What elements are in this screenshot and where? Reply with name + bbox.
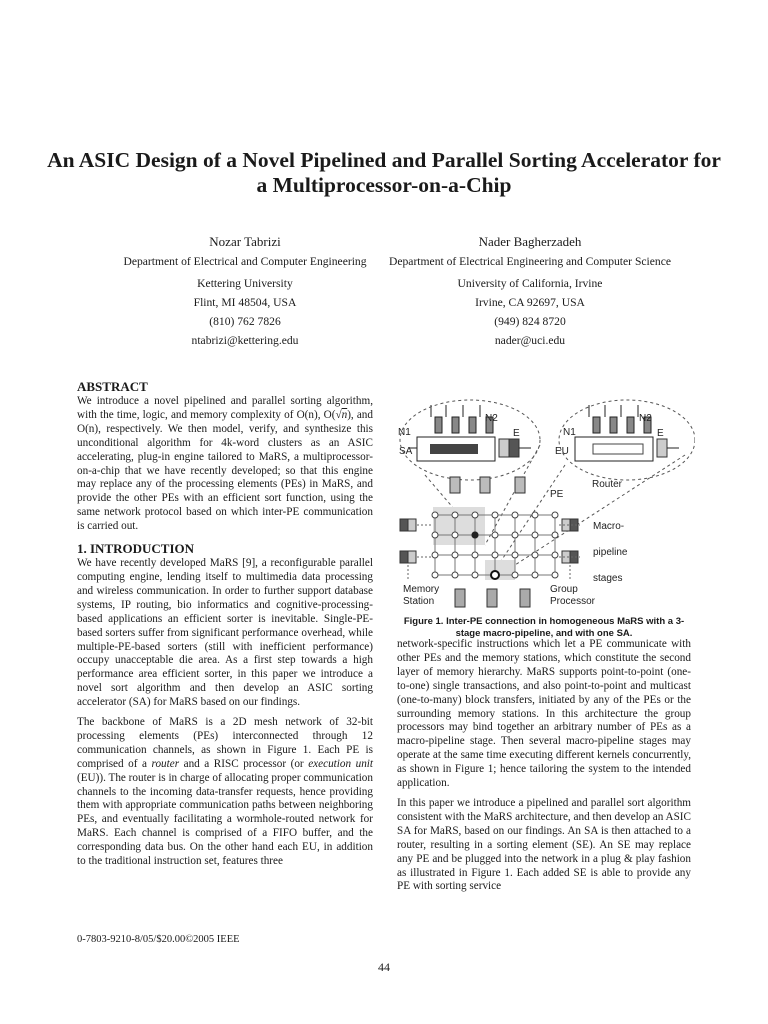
label-macro: Macro- [593, 521, 625, 532]
author-name: Nader Bagherzadeh [478, 234, 582, 249]
author-city: Flint, MI 48504, USA [193, 295, 297, 309]
label-router: Router [592, 479, 623, 490]
author-block-1 [95, 232, 395, 350]
author-phone: (810) 762 7826 [209, 314, 281, 328]
label-e: E [513, 428, 520, 439]
intro-heading: 1. INTRODUCTION [77, 541, 195, 557]
author-phone: (949) 824 8720 [494, 314, 566, 328]
label-memory: Memory [403, 584, 440, 595]
left-column [77, 380, 373, 875]
author-org: University of California, Irvine [457, 276, 603, 290]
figure-1-diagram [395, 395, 695, 615]
label-n2-right: N2 [639, 413, 652, 424]
label-n2: N2 [485, 413, 498, 424]
right-column [397, 638, 691, 900]
label-n1: N1 [398, 427, 411, 438]
label-pe: PE [550, 489, 564, 500]
label-n1-right: N1 [563, 427, 576, 438]
label-group: Group [550, 584, 578, 595]
paper-title: An ASIC Design of a Novel Pipelined and Parallel Sorting Accelerator for a Multiprocessor-on-a-Chip [47, 148, 721, 197]
label-sa: SA [399, 446, 413, 457]
author-dept: Department of Electrical Engineering and Computer Science [388, 255, 671, 268]
author-email: nader@uci.edu [494, 333, 566, 347]
author-email: ntabrizi@kettering.edu [191, 333, 299, 347]
sqrt-symbol: √n [335, 408, 348, 421]
abstract-text: We introduce a novel pipelined and parallel sorting algorithm, with the time, logic, and memory complexity of O(n), O(√n), and O(n), respectively. We then model, verify, and synthesize this unconditional algorithm for 4k-word clusters as an ASIC accelerating, plug-in engine tailored to MaRS, a multiprocessor-on-a-chip that we have recently developed; so that this engine may replace any of the processing elements (PEs) in MaRS, and provide the other PEs with an efficient sort function, using the same network protocol based on which inter-PE communication is carried out. [77, 395, 373, 533]
author-block-2 [380, 232, 680, 350]
label-pipeline: pipeline [593, 547, 628, 558]
copyright-notice: 0-7803-9210-8/05/$20.00©2005 IEEE [77, 934, 240, 945]
right-paragraph-1: network-specific instructions which let a PE communicate with other PEs and the memory stations, which constitute the second layer of memory hierarchy. MaRS supports point-to-point (one-to-one) single transactions, and also point-to-point and multicast (one-to-many) block transfers, initiated by any of the PEs or the surrounding memory stations. In this architecture the group processors may bind together an arbitrary number of PEs as a macro-pipeline stage. Then several macro-pipeline stages may operate at the same time executing different kernels concurrently, as shown in Figure 1; hence tailoring the system to the intended application. [397, 638, 691, 790]
right-paragraph-2: In this paper we introduce a pipelined and parallel sort algorithm consistent with the MaRS architecture, and then develop an ASIC SA for MaRS, based on our findings. An SA is then attached to a router, resulting in a sorting element (SE). An SE may replace any PE and be plugged into the network in a plug & play fashion as illustrated in Figure 1. Each added SE is able to provide any PE with sorting service [397, 796, 691, 893]
intro-paragraph-2: The backbone of MaRS is a 2D mesh network of 32-bit processing elements (PEs) interconnected through 12 communication channels, as shown in Figure 1. Each PE is comprised of a router and a RISC processor (or execution unit (EU)). The router is in charge of allocating proper communication channels to the incoming data-transfer requests, hence providing them with appropriate communication paths between neighboring PEs, and eventually facilitating a wormhole-routed network for MaRS. Each channel is comprised of a FIFO buffer, and the corresponding data bus. On the other hand each EU, in addition to the traditional instruction set, features three [77, 716, 374, 868]
author-city: Irvine, CA 92697, USA [475, 295, 585, 309]
label-station: Station [403, 596, 435, 607]
label-processor: Processor [550, 596, 596, 607]
author-dept: Department of Electrical and Computer Engineering [123, 255, 367, 268]
label-stages: stages [593, 573, 623, 584]
abstract-heading: ABSTRACT [77, 379, 148, 394]
author-org: Kettering University [197, 276, 293, 290]
intro-paragraph-1: We have recently developed MaRS [9], a reconfigurable parallel computing engine, lending itself to multimedia data processing and wireless communication. In order to further support database systems, IP routing, bio informatics and cognitive-processing-based applications an efficient sorter is inevitable. Single-PE-based sorters suffer from significant performance overhead, while multiple-PE-based sorters (still with inefficient performance) occupy unacceptable die area. As a first step towards a high performance area efficient sorter, in this paper we introduce a novel sort algorithm and then develop an ASIC sorting accelerator (SA) for MaRS based on our findings. [77, 557, 373, 709]
label-e-right: E [657, 428, 664, 439]
author-name: Nozar Tabrizi [209, 234, 281, 249]
figure-caption: Figure 1. Inter-PE connection in homogeneous MaRS with a 3-stage macro-pipeline, and with one SA. [403, 616, 685, 639]
page-number: 44 [378, 960, 390, 974]
label-eu: EU [555, 446, 569, 457]
